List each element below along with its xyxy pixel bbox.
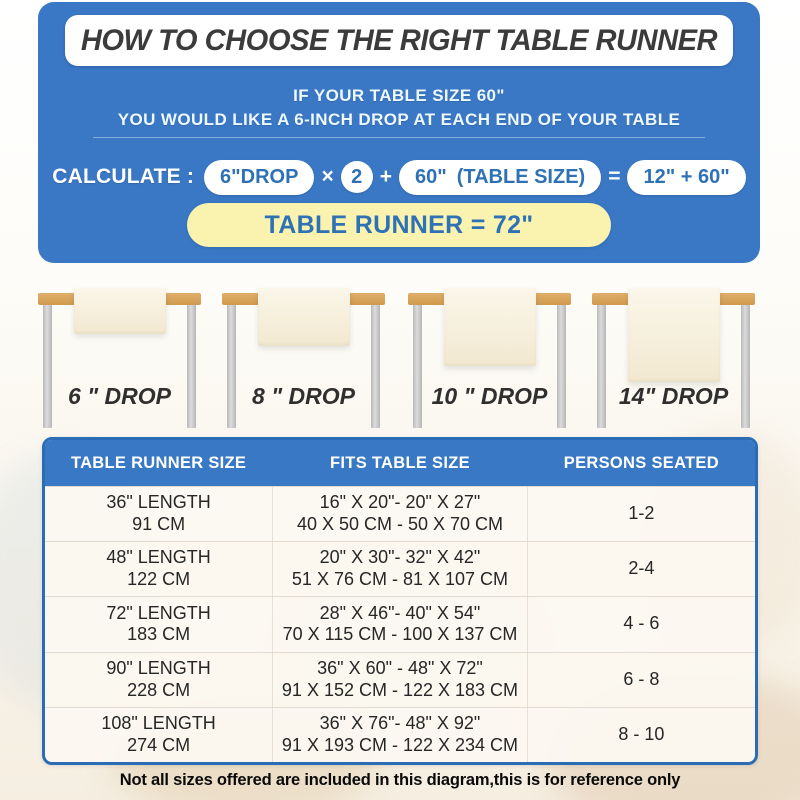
table-size-value: 60"	[414, 165, 447, 188]
drop-value-pill: 6"DROP	[204, 160, 314, 195]
drop-figure-8in	[222, 283, 385, 433]
table-row	[45, 596, 755, 651]
fits-table-cell: 36" X 60" - 48" X 72" 91 X 152 CM - 122 X 183 CM	[272, 653, 528, 707]
drop-figure-10in	[408, 283, 571, 433]
subtitle-line-1: IF YOUR TABLE SIZE 60"	[293, 86, 505, 105]
table-runner-illustration	[258, 288, 350, 346]
subtitle-line-2: YOU WOULD LIKE A 6-INCH DROP AT EACH END OF YOUR TABLE	[117, 110, 681, 129]
persons-cell: 4 - 6	[623, 613, 660, 634]
equals-operator: =	[608, 165, 621, 188]
table-leg	[413, 303, 422, 428]
fits-table-cell: 20" X 30"- 32" X 42" 51 X 76 CM - 81 X 107 CM	[272, 542, 528, 596]
fits-table-cell: 28" X 46"- 40" X 54" 70 X 115 CM - 100 X 137 CM	[272, 597, 528, 651]
multiplier-badge: 2	[341, 161, 373, 193]
table-leg	[741, 303, 750, 428]
fits-table-cell: 36" X 76"- 48" X 92" 91 X 193 CM - 122 X 234 CM	[272, 708, 528, 762]
sum-pill: 12" + 60"	[627, 160, 745, 195]
runner-size-cell: 72" LENGTH 183 CM	[106, 602, 211, 645]
table-leg	[371, 303, 380, 428]
calculate-label: CALCULATE :	[52, 165, 195, 188]
table-leg	[227, 303, 236, 428]
calculation-formula	[38, 158, 760, 196]
runner-size-cell: 48" LENGTH 122 CM	[106, 547, 211, 590]
table-runner-illustration	[628, 288, 720, 382]
table-runner-illustration	[74, 288, 166, 334]
plus-operator: +	[379, 165, 392, 188]
table-runner-illustration	[444, 288, 536, 366]
runner-size-cell: 36" LENGTH 91 CM	[106, 492, 211, 535]
fits-table-cell: 16" X 20"- 20" X 27" 40 X 50 CM - 50 X 70 CM	[272, 487, 528, 541]
multiply-operator: ×	[321, 165, 334, 188]
table-leg	[187, 303, 196, 428]
size-chart-table	[42, 437, 758, 765]
table-row	[45, 541, 755, 596]
result-banner: TABLE RUNNER = 72"	[187, 203, 611, 247]
table-size-pill	[399, 160, 601, 195]
table-row	[45, 486, 755, 541]
drop-label: 8 " DROP	[252, 383, 355, 409]
drop-label: 10 " DROP	[431, 383, 548, 409]
table-size-note: (TABLE SIZE)	[456, 165, 586, 188]
persons-cell: 8 - 10	[618, 723, 665, 744]
table-leg	[557, 303, 566, 428]
table-row	[45, 652, 755, 707]
instruction-panel	[38, 2, 760, 263]
drop-label: 6 " DROP	[68, 383, 171, 409]
column-header-runner-size: TABLE RUNNER SIZE	[70, 453, 247, 472]
table-leg	[43, 303, 52, 428]
runner-size-cell: 90" LENGTH 228 CM	[106, 657, 211, 700]
persons-cell: 2-4	[628, 558, 655, 579]
table-row	[45, 707, 755, 762]
table-header-row	[45, 440, 755, 486]
persons-cell: 6 - 8	[623, 668, 660, 689]
drop-figure-14in	[592, 283, 755, 433]
page-title: HOW TO CHOOSE THE RIGHT TABLE RUNNER	[80, 23, 718, 57]
column-header-persons: PERSONS SEATED	[563, 453, 719, 472]
disclaimer-note: Not all sizes offered are included in this diagram,this is for reference only	[119, 770, 681, 789]
title-banner	[65, 15, 733, 66]
column-header-fits-table: FITS TABLE SIZE	[330, 453, 470, 472]
persons-cell: 1-2	[628, 503, 655, 524]
runner-size-cell: 108" LENGTH 274 CM	[101, 712, 216, 755]
table-leg	[597, 303, 606, 428]
drop-figure-6in	[38, 283, 201, 433]
drop-label: 14" DROP	[618, 383, 729, 409]
divider-line	[93, 137, 705, 138]
